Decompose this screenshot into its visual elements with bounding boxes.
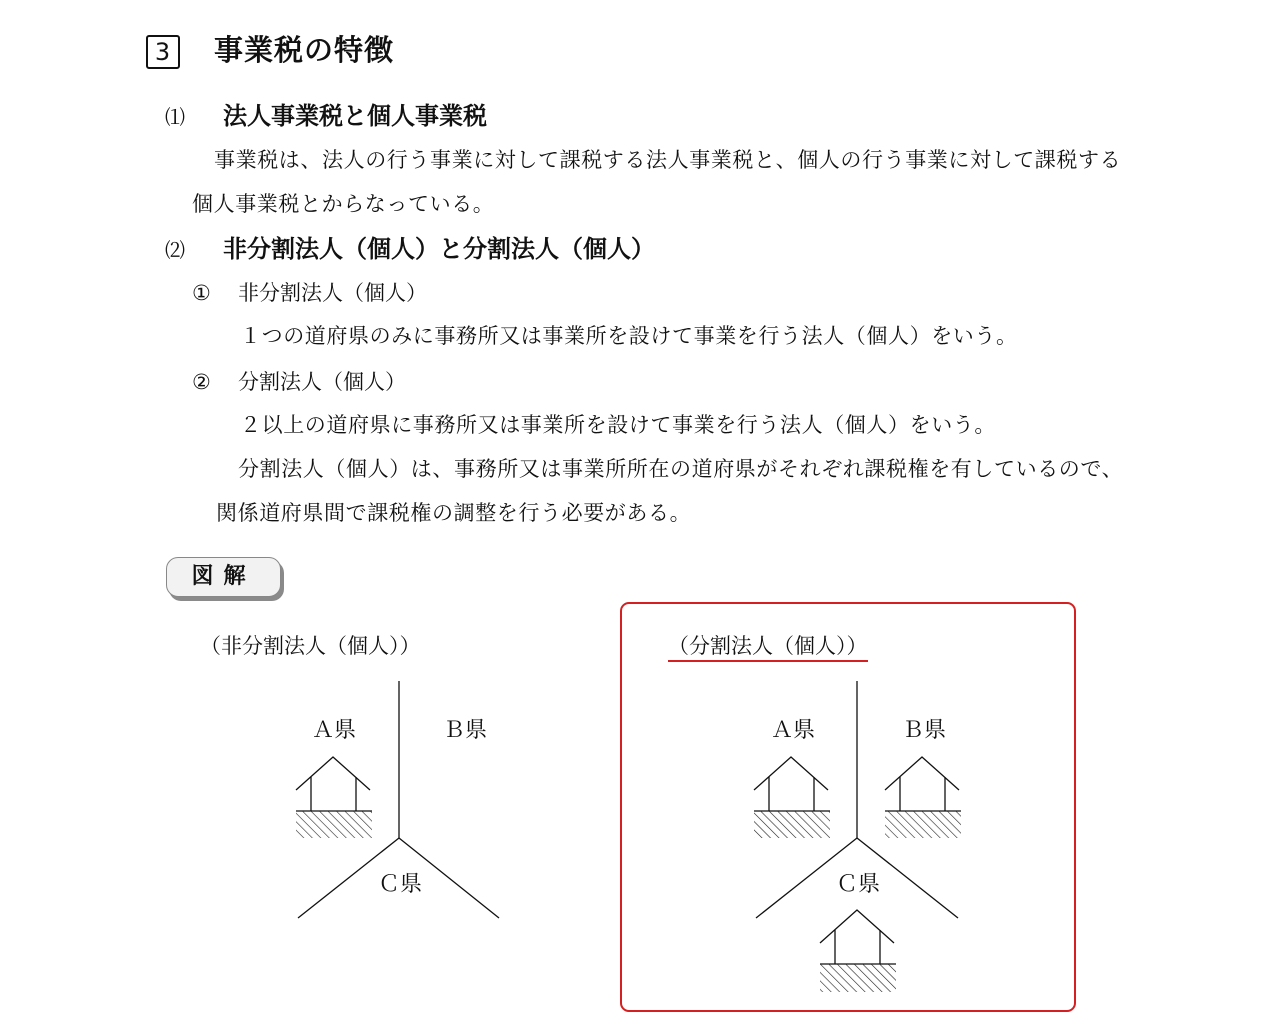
house-icon bbox=[885, 757, 961, 838]
split-caption-text: （分割法人（個人）） bbox=[668, 634, 868, 662]
item-1-number: ① bbox=[192, 281, 211, 305]
diagram-badge: 図解 bbox=[166, 557, 281, 597]
subsection-1-body-line2: 個人事業税とからなっている。 bbox=[192, 192, 495, 216]
item-2-body: ２以上の道府県に事務所又は事業所を設けて事業を行う法人（個人）をいう。 bbox=[240, 413, 996, 437]
item-2-note-line1: 分割法人（個人）は、事務所又は事業所所在の道府県がそれぞれ課税権を有しているので、 bbox=[238, 457, 1124, 481]
subsection-1-number: ⑴ bbox=[165, 105, 185, 129]
house-icon bbox=[754, 757, 830, 838]
subsection-2-title: 非分割法人（個人）と分割法人（個人） bbox=[223, 235, 655, 263]
section-title: 事業税の特徴 bbox=[214, 33, 395, 67]
left-pref-b-label: Ｂ県 bbox=[443, 718, 488, 743]
non-split-caption: （非分割法人（個人）） bbox=[200, 634, 421, 658]
house-icon bbox=[296, 757, 372, 838]
right-pref-b-label: Ｂ県 bbox=[902, 718, 947, 743]
house-icon bbox=[820, 910, 896, 992]
left-pref-a-label: Ａ県 bbox=[312, 718, 357, 743]
item-1-body: １つの道府県のみに事務所又は事業所を設けて事業を行う法人（個人）をいう。 bbox=[240, 324, 1018, 348]
item-1-title: 非分割法人（個人） bbox=[238, 281, 427, 305]
subsection-1-body-line1: 事業税は、法人の行う事業に対して課税する法人事業税と、個人の行う事業に対して課税する bbox=[214, 148, 1122, 172]
item-2-number: ② bbox=[192, 370, 211, 394]
right-pref-a-label: Ａ県 bbox=[771, 718, 816, 743]
right-pref-c-label: Ｃ県 bbox=[836, 872, 881, 897]
subsection-1-title: 法人事業税と個人事業税 bbox=[223, 102, 487, 130]
section-number: 3 bbox=[146, 35, 180, 69]
item-2-note-line2: 関係道府県間で課税権の調整を行う必要がある。 bbox=[216, 501, 692, 525]
item-2-title: 分割法人（個人） bbox=[238, 370, 406, 394]
left-pref-c-label: Ｃ県 bbox=[378, 872, 423, 897]
subsection-2-number: ⑵ bbox=[165, 238, 185, 262]
